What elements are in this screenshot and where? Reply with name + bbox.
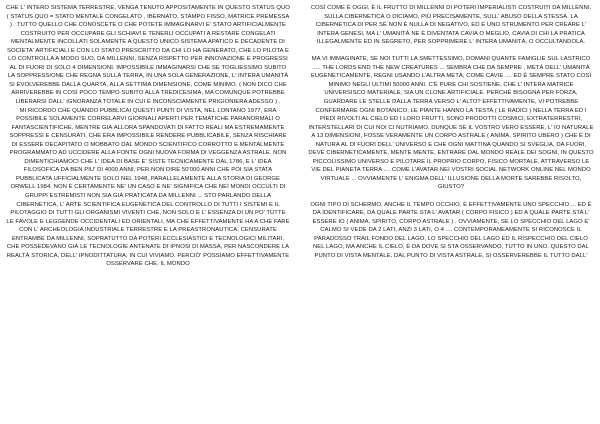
left-paragraph-1: CHE L' INTERO SISTEMA TERRESTRE, VENGA TENUTO APPOSITAMENTE IN QUESTO STATUS QUO ( STATUS QUO = STATO MENTALE CONGELATO , IBERNATO, STAMPO FISSO, MATRICE PREMESSA ) . TUTTO QUELLO CHE CONOSCETE O CHE POTETE IMMAGINARVI E' STATO ARTIFICIALMENTE COSTRUITO PER OCCUPARE GLI SCHIAVI E TENERLI OCCUPATI A RESTARE CONGELATI MENTALMENTE INCOLLATI SOLAMENTE A QUESTO UNICO SISTEMA APATICO E DECADENTE DI SOCIETA' ARTIFICIALI E CON LO STATO PRESCRITTO DA CHI LO HA GENERATO, CHE LO PILOTA E LO CONTROLLA A MODO SUO, DA MILLENNI, SENZA RISPETTO PER INNOVAZIONE E PROGRESSI AL DI FUORI DI SOLO 4 DIMENSIONI. IMPOSSIBILE IMMAGINARSI CHE SE TOGLIESSIMO SUBITO LA SOPPRESSIONE CHE REGNA SULLA TERRA, IN UNA SOLA GENERAZIONE, L' INTERA UMANITÀ SI EVOLVEREBBE DALLA QUARTA, ALLA SETTIMA DIMENSIONE, COME MINIMO. ( NON DICO CHE ARRIVEREBBE IN COSÌ POCO TEMPO SUBITO ALLA TREDICESIMA, MA COMUNQUE POTREBBE LIBERARSI DALL' IGNORANZA TOTALE IN CUI È INCONSCIAMENTE PRIGIONIERA ADESSO ) .: [6, 5, 290, 106]
left-text-column: [6, 4, 290, 269]
right-paragraph-3: OGNI TIPO DI SCHERMO, ANCHE IL TEMPO OCCHIO, È EFFETTIVAMENTE UNO SPECCHIO ... ED È DA IDENTIFICARE, DA QUALE PARTE STA L' AVATAR ( CORPO FISICO ) ED A QUALE PARTE STA L' ESSERE IO ( ANIMA, SPIRITO, CORPO ASTRALE ) . OVVIAMENTE, SE LO SPECCHIO DEL LAGO E' CALMO SI VEDE DA 2 LATI, ANZI 3 LATI, O 4 .... CONTEMPORANEAMENTE SI RICONOSCE IL PARADOSSO TRAIL FONDO DEL LAGO, LO SPECCHIO DEL LAGO ED IL RISPECCHIO DEL CIELO NEL LAGO, MA ANCHE IL CIELO, È DA DOVE SI STA OSSERVANDO, TUTTO IN UNO. QUESTO DAL PUNTO DI VISTA MENTALE, DAL PUNTO DI VISTA ASTRALE, SI OSSERVEREBBE IL TUTTO DALL': [310, 201, 592, 259]
paragraph-gap: [308, 192, 594, 201]
left-paragraph-2: MI RICORDO CHE QUANDO PUBBLICAI QUESTI PUNTI DI VISTA, NEL LONTANO 1977, ERA POSSIBILE SOLAMENTE CORRELARVI GIORNALI APERTI PER TEMATICHE PARANORMALI O FANTASCIENTIFICHE, MENTRE GIÀ ALLORA SPANDOVATI DI FATTO REALI MA ESTREMAMENTE SOPPRESSI E CENSURATI, CHE ERA IMPOSSIBILE RENDERE PUBBLICABILE, SENZA RISCHIARE DI ESSERE DECAPITATO O MOBBATO DAL MONDO SCIENTIFICO CORROTTO E MENTALMENTE PROGRAMMATO AD UCCIDERE ALLA FONTE OGNI NUOVA FORMA DI VEGGENZA ASTRALE. NON DIMENTICHIAMOCI CHE L' IDEA DI BASE E' SISTE TECNICAMENTE DAL 1786, E L' IDEA FILOSOFICA DA BEN PIU' DI 4000 ANNI, PER NON DIRE 50'000 ANNI CHE POI SIA STATA PUBBLICATA UFFICIALMENTE SOLO NEL 1948, PARALLELAMENTE ALLA STORIA DI GEORGE ORWELL 1984. NON È CERTAMENTE NE' UN CASO E NE' SIGNIFICA CHE NEI MONDI OCCULTI DI GRUPPI ESTREMISTI NON SIA GIÀ PRATICATA DA MILLENNI ... STO PARLANDO DELLA CIBERNETICA, L' ARTE SCIENTIFICA EUGENETICA DEL CONTROLLO DI TUTTI I SISTEMI E IL PILOTAGGIO DI TUTTI GLI ORGANISMI VIVENTI CHE, NON SOLO E L' ESSENZA DI UN PO' TUTTE LE FAVOLE E LEGGENDE OCCIDENTALI ED ORIENTALI, MA CHE EFFETTIVAMENTE HA A CHE FARE CON L' ARCHEOLOGIA INDUSTRIALE TERRESTRE E LA PREASTRONAUTICA, CENSURATE ENTRAMBE DA MILLENNI, SOPRATUTTO DA POTERI ECCLESIASTICI E TECNOLOGICI MILITARI, CHE POSSEDEVANO GIÀ LE TECNOLOGIE ANTENATE DI IPNOSI DI MASSA, PER NASCONDERE LA REALTÀ STORICA, DELL' IPNODITTATURA, IN CUI VIVIAMO. PERCIÒ' POSSIAMO EFFETTIVAMENTE OSSERVARE CHE, IL MONDO: [6, 107, 290, 268]
right-paragraph-1: COSÌ COME È OGGI, È IL FRUTTO DI MILLENNI DI POTERI IMPERIALISTI COSTRUITI DA MILLENNI, SULLA CIBERNETICA O DICIAMO, PIÙ PRECISAMENTE, SULL' ABUSO DELLA STESSA. LA CIBERNETICA DI PER SÉ NON È NULLA DI NEGATIVO, ED È UNO STRUMENTO PER CREARE L' INTERA GENESI, MA L' UMANITÀ NE È DIVENTATA CAVIA O MEGLIO, CAVIA DI CHI LA PRATICA ILLEGALMENTE ED IN SEGRETO, PER SOPPRIMERE L' INTERA UMANITÀ, O OCCULTANDOLA.: [310, 5, 592, 46]
paragraph-gap: [308, 47, 594, 56]
right-text-column: [308, 4, 594, 260]
right-paragraph-2: MA VI IMMAGINATE, SE NOI TUTTI LA SMETTESSIMO, DOMANI QUANTE FAMIGLIE SUL LASTRICO ..... THE LORDS END THE NEW CREATURES ... SEMBRA CHE DA SEMPRE , METÀ DELL' UMANITÀ EUGENETICAMENTE, REGNI USANDO L'ALTRA METÀ, COME CAVIE .... ED È SEMPRE STATO COSÌ MINIMO NEGLI ULTIMI 50000 ANNI. C'È PURE CHI SOSTIENE, CHE L' INTERA MATRICE UNIVERSISCO MATERIALE, SIA UN CLONE ARTIFICIALE. PERCHÉ BISOGNA PER FORZA, GUARDARE LE STELLE DALLA TERRA VERSO L' ALTO? EFFETTIVAMENTE, VI POTREBBE CONFERMARE OGNI BOTANICO, LE PIANTE HANNO LA TESTA ( LE RADICI ) NELLA TERRA ED I PIEDI RIVOLTI AL CIELO ED I LORO FRUTTI, SONO PRODOTTI COSMICI, EXTRATERRESTRI, INTERSTELLARI DI CUI NOI CI NUTRIAMO. DUNQUE SE IL VOSTRO VERO ESSERE, L' IO NATURALE A 13 DIMENSIONI, FOSSE VERAMENTE UN CORPO ASTRALE ( ANIMA, SPIRITO UBERO ) CHE È DI NATURA AL DI FUORI DELL' UNIVERSO E CHE OGNI MATTINA QUANDO SI SVEGLIA, DA FUORI, DEVE CIBERNETICAMENTE, MENTE MENTE, ENTRARE DAL MONDO REALE DEI SOGNI, IN QUESTO PICCOLISSIMO UNIVERSO E PILOTARE IL PROPRIO CORPO, FISICO MORTALE, ATTRAVERSO LE VIE DEL PIANETA TERRA .... COME L'AVATAR NEI VOSTRI SOCIAL NETWORK ONLINE NEL MONDO VIRTUALE ... OVVIAMENTE L' ENIGMA DELL' ILLUSIONE DELLA MORTE SAREBBE RISOLTO, GIUSTO?: [308, 56, 594, 191]
